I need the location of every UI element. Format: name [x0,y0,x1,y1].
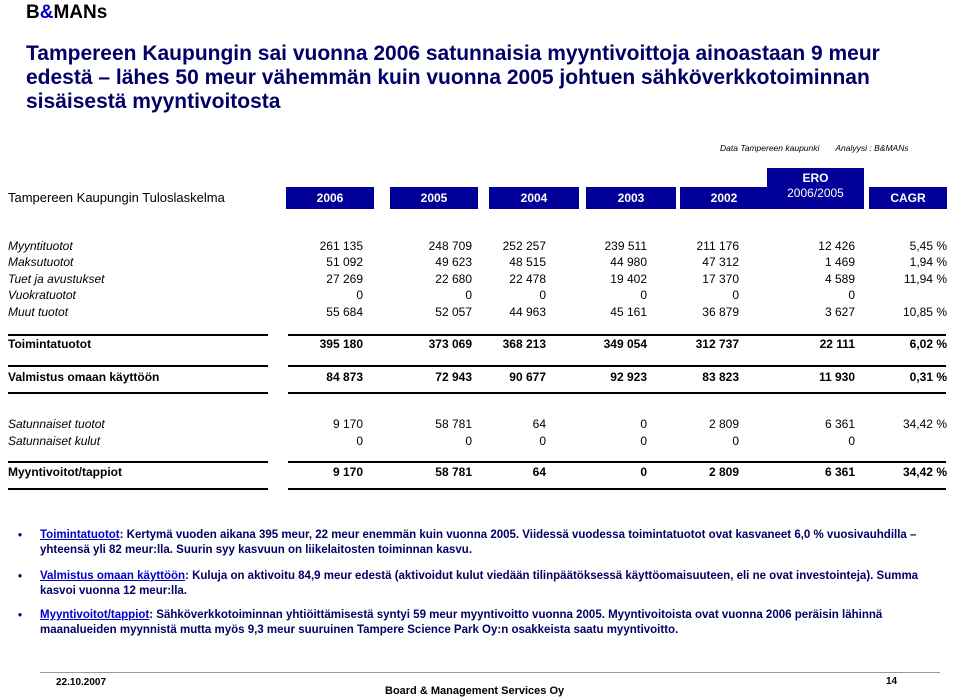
table-cell: 64 [532,417,546,431]
row-label: Myyntivoitot/tappiot [8,465,122,479]
table-cell: 252 257 [502,239,546,253]
table-row [0,369,960,385]
analysis-credit: Analyysi : B&MANs [835,143,909,153]
divider [8,461,268,463]
row-label: Tuet ja avustukset [8,272,105,286]
table-cell: 22 478 [509,272,546,286]
bullet-item: • Valmistus omaan käyttöön: Kuluja on aktivoitu 84,9 meur edestä (aktivoidut kulut viedään tilinpäätöksessä käyttöomaisuuteen, eli ne ovat investointeja). Summa kasvoi vuonna 12 meur:lla. [18,570,919,597]
row-label: Toimintatuotot [8,337,92,351]
table-row [0,304,960,320]
data-source: Data Tampereen kaupunki [720,143,820,153]
table-cell: 248 709 [428,239,472,253]
table-cell: 312 737 [695,337,739,351]
table-row [0,287,960,303]
cagr-header: CAGR [869,187,947,209]
table-cell: 4 589 [824,272,855,286]
table-cell: 11,94 % [903,272,947,286]
table-row [0,336,960,352]
table-cell: 368 213 [502,337,546,351]
table-cell: 1 469 [824,255,855,269]
row-label: Vuokratuotot [8,288,76,302]
page-title: Tampereen Kaupungin sai vuonna 2006 satunnaisia myyntivoittoja ainoastaan 9 meur edestä – lähes 50 meur vähemmän kuin vuonna 2005 johtuen sähköverkkotoiminnan sisäisestä myyntivoitosta [26,42,880,113]
table-cell: 0 [640,417,647,431]
footer-divider [40,672,940,673]
table-cell: 0 [640,465,647,479]
table-cell: 395 180 [319,337,363,351]
row-label: Maksutuotot [8,255,74,269]
bullet-key: Myyntivoitot/tappiot [40,609,150,621]
year-header-2004: 2004 [489,187,579,209]
table-cell: 0 [848,288,855,302]
table-cell: 0 [356,288,363,302]
footer-company: Board & Management Services Oy [385,685,565,697]
table-cell: 11 930 [818,370,855,384]
table-cell: 55 684 [326,305,363,319]
table-cell: 83 823 [702,370,739,384]
year-header-2002: 2002 [680,187,768,209]
table-cell: 52 057 [435,305,472,319]
page-number: 14 [886,676,898,687]
table-cell: 47 312 [702,255,739,269]
bullet-item: • Toimintatuotot: Kertymä vuoden aikana 395 meur, 22 meur enemmän kuin vuonna 2005. Viidessä vuodessa toimintatuotot ovat kasvaneet 6,0 % vuosivauhdilla – yhteensä yli 82 meur:lla. Suurin syy kasvuun on liikelaitosten toiminnan kasvu. [18,529,917,556]
table-cell: 0 [640,434,647,448]
table-cell: 5,45 % [909,239,947,253]
table-cell: 1,94 % [909,255,947,269]
row-label: Myyntituotot [8,239,73,253]
table-cell: 0 [539,434,546,448]
divider [8,334,268,336]
footer-date: 22.10.2007 [56,677,107,688]
table-row [0,464,960,480]
table-cell: 64 [532,465,546,479]
table-cell: 48 515 [509,255,546,269]
bullet-item: • Myyntivoitot/tappiot: Sähköverkkotoiminnan yhtiöittämisestä syntyi 59 meur myyntivoitto vuonna 2005. Myyntivoitoista ovat vuonna 2006 peräisin lähinnä maanalueiden myynnistä mutta myös 9,3 meur suuruinen Tampere Science Park Oy:n osakkeista saatu myyntivoitto. [18,609,883,636]
table-row [0,433,960,449]
table-cell: 0 [356,434,363,448]
divider [288,392,946,394]
table-cell: 34,42 % [902,465,947,479]
row-label: Satunnaiset kulut [8,434,101,448]
table-cell: 9 170 [332,417,363,431]
table-cell: 90 677 [509,370,546,384]
table-cell: 0,31 % [909,370,947,384]
year-header-2005: 2005 [390,187,478,209]
bullet-key: Valmistus omaan käyttöön [40,570,186,582]
table-cell: 373 069 [428,337,472,351]
table-cell: 44 963 [509,305,546,319]
divider [8,488,268,490]
divider [288,365,946,367]
ero-label: ERO [802,171,829,185]
table-cell: 0 [465,434,472,448]
table-row [0,254,960,270]
divider [8,392,268,394]
table-cell: 12 426 [818,239,855,253]
table-cell: 92 923 [610,370,647,384]
credits [720,143,909,153]
table-cell: 0 [465,288,472,302]
table-cell: 9 170 [332,465,363,479]
row-label: Satunnaiset tuotot [8,417,105,431]
table-cell: 0 [640,288,647,302]
bullet-key: Toimintatuotot [40,529,120,541]
table-cell: 58 781 [435,417,472,431]
table-cell: 239 511 [604,239,647,253]
table-cell: 0 [539,288,546,302]
table-cell: 10,85 % [902,305,947,319]
table-cell: 84 873 [326,370,363,384]
table-cell: 0 [732,434,739,448]
row-label: Valmistus omaan käyttöön [8,370,160,384]
table-cell: 34,42 % [902,417,947,431]
table-cell: 2 809 [708,417,739,431]
table-cell: 22 111 [819,337,855,351]
table-cell: 0 [732,288,739,302]
table-cell: 6,02 % [909,337,947,351]
row-label: Muut tuotot [8,305,69,319]
divider [288,488,946,490]
table-cell: 2 809 [708,465,739,479]
table-cell: 349 054 [603,337,647,351]
table-cell: 17 370 [702,272,739,286]
divider [8,365,268,367]
ero-period: 2006/2005 [787,186,844,200]
table-cell: 45 161 [610,305,647,319]
table-cell: 211 176 [696,239,739,253]
table-cell: 261 135 [319,239,363,253]
table-cell: 51 092 [326,255,363,269]
year-header-2003: 2003 [586,187,676,209]
table-row [0,238,960,254]
table-cell: 0 [848,434,855,448]
table-cell: 22 680 [435,272,472,286]
table-cell: 49 623 [435,255,472,269]
table-row [0,416,960,432]
table-row [0,271,960,287]
divider [288,461,946,463]
year-header-2006: 2006 [286,187,374,209]
ero-header [767,168,864,209]
table-cell: 72 943 [435,370,472,384]
table-cell: 6 361 [824,465,855,479]
table-cell: 58 781 [435,465,472,479]
table-label: Tampereen Kaupungin Tuloslaskelma [8,190,225,205]
divider [288,334,946,336]
table-cell: 3 627 [824,305,855,319]
table-cell: 44 980 [610,255,647,269]
brand-logo: B&MANs [26,2,108,23]
table-cell: 36 879 [702,305,739,319]
table-cell: 27 269 [326,272,363,286]
table-cell: 6 361 [824,417,855,431]
table-cell: 19 402 [610,272,647,286]
